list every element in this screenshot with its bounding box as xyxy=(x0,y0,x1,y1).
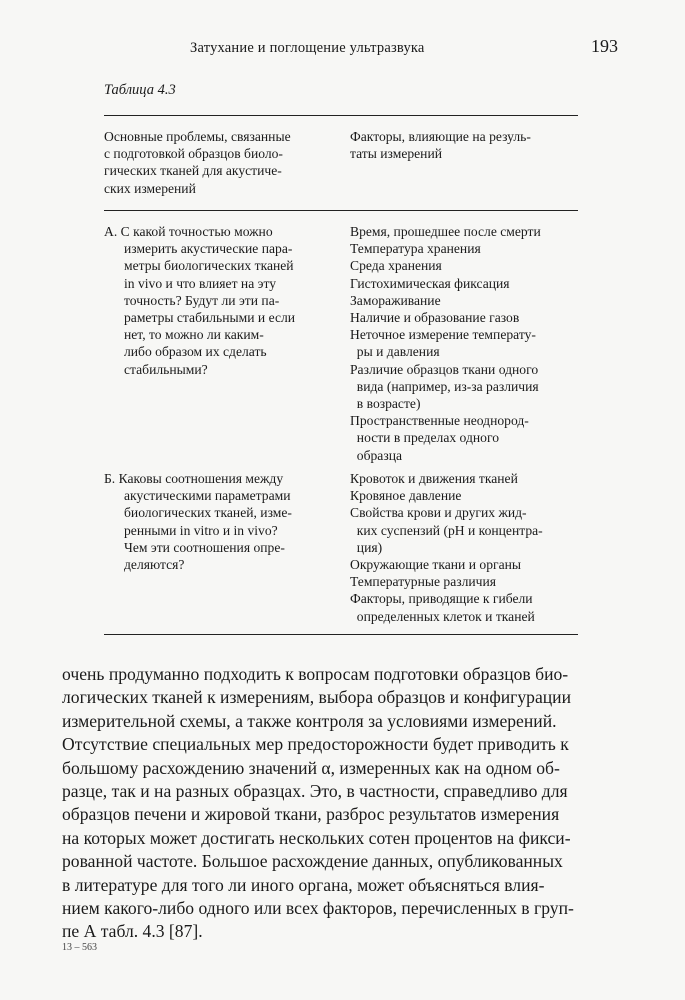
problem-line xyxy=(104,470,332,487)
problem-line: раметры стабильными и если xyxy=(124,310,296,326)
body-line: очень продуманно подходить к вопросам подготовки образцов био- xyxy=(62,664,569,684)
problem-line: Чем эти соотношения опре- xyxy=(124,539,285,555)
factor-line: Неточное измерение температу- xyxy=(350,327,536,343)
problem-line: метры биологических тканей xyxy=(124,258,294,274)
factor-line: Окружающие ткани и органы xyxy=(350,557,522,573)
factor-line: ких суспензий (pH и концентра- xyxy=(350,522,543,538)
problem-line: акустическими параметрами xyxy=(124,488,291,504)
header-line: гических тканей для акустиче- xyxy=(104,163,282,179)
problem-text: С какой точностью можно xyxy=(120,224,273,239)
body-line: рованной частоте. Большое расхождение данных, опубликованных xyxy=(62,851,563,872)
factor-line: Кровяное давление xyxy=(350,488,462,504)
factor-line: Факторы, приводящие к гибели xyxy=(350,591,533,607)
factor-line: Температурные различия xyxy=(350,574,497,590)
body-line: нием какого-либо одного или всех факторов, перечисленных в груп- xyxy=(62,898,574,919)
factor-line: ция) xyxy=(350,539,383,555)
body-line: большому расхождению значений α, измеренных как на одном об- xyxy=(62,757,560,778)
factor-line: образца xyxy=(350,447,403,463)
row-label: А. xyxy=(104,224,118,239)
body-line: Отсутствие специальных мер предосторожности будет приводить к xyxy=(62,734,569,755)
problem-line: деляются? xyxy=(124,557,185,573)
problem-line: in vivo и что влияет на эту xyxy=(124,275,277,291)
body-line: логических тканей к измерениям, выбора образцов и конфигурации xyxy=(62,687,572,708)
factor-line: Гистохимическая фиксация xyxy=(350,275,510,291)
body-paragraph xyxy=(62,663,632,944)
row-a-factors xyxy=(350,223,580,464)
body-line: разце, так и на разных образцах. Это, в частности, справедливо для xyxy=(62,781,568,802)
factor-line: определенных клеток и тканей xyxy=(350,608,535,624)
body-line: на которых может достигать нескольких сотен процентов на фикси- xyxy=(62,827,571,848)
table-caption: Таблица 4.3 xyxy=(104,82,176,98)
factor-line: Наличие и образование газов xyxy=(350,310,520,326)
header-line: с подготовкой образцов биоло- xyxy=(104,146,283,162)
row-a-problem xyxy=(104,223,332,378)
header-line: таты измерений xyxy=(350,146,443,162)
factor-line: Время, прошедшее после смерти xyxy=(350,224,541,239)
problem-line: нет, то можно ли каким- xyxy=(124,327,264,343)
body-line: образцов печени и жировой ткани, разброс результатов измерения xyxy=(62,804,560,825)
factor-line: Пространственные неоднород- xyxy=(350,413,529,429)
factor-line: ры и давления xyxy=(350,344,440,360)
body-line: измерительной схемы, а также контроля за условиями измерений. xyxy=(62,710,557,731)
row-label: Б. xyxy=(104,471,116,486)
header-line: ских измерений xyxy=(104,180,196,196)
factor-line: вида (например, из-за различия xyxy=(350,378,539,394)
body-line: в литературе для того ли иного органа, может объясняться влия- xyxy=(62,874,545,895)
problem-line: биологических тканей, изме- xyxy=(124,505,292,521)
row-b-factors xyxy=(350,470,580,625)
header-line: Факторы, влияющие на резуль- xyxy=(350,129,531,144)
factor-line: Замораживание xyxy=(350,292,441,308)
factor-line: Кровоток и движения тканей xyxy=(350,471,518,486)
header-line: Основные проблемы, связанные xyxy=(104,129,291,144)
problem-line: стабильными? xyxy=(124,361,208,377)
problem-line: либо образом их сделать xyxy=(124,344,267,360)
factor-line: Различие образцов ткани одного xyxy=(350,361,539,377)
running-head: Затухание и поглощение ультразвука xyxy=(190,40,425,56)
factor-line: Свойства крови и других жид- xyxy=(350,505,527,521)
table-top-rule xyxy=(104,115,578,116)
factor-line: ности в пределах одного xyxy=(350,430,499,446)
body-line: пе А табл. 4.3 [87]. xyxy=(62,921,203,942)
page-number: 193 xyxy=(591,36,618,56)
factor-line: Среда хранения xyxy=(350,258,442,274)
printer-signature: 13 – 563 xyxy=(62,942,97,953)
table-header-problems xyxy=(104,128,332,197)
factor-line: Температура хранения xyxy=(350,241,481,257)
problem-line: ренными in vitro и in vivo? xyxy=(124,522,278,538)
factor-line: в возрасте) xyxy=(350,396,421,412)
table-header-factors xyxy=(350,128,580,162)
row-b-problem xyxy=(104,470,332,573)
table-bottom-rule xyxy=(104,634,578,635)
problem-text: Каковы соотношения между xyxy=(118,471,284,486)
table-header-rule xyxy=(104,210,578,211)
problem-line: точность? Будут ли эти па- xyxy=(124,292,280,308)
problem-line: измерить акустические пара- xyxy=(124,241,293,257)
problem-line xyxy=(104,223,332,240)
